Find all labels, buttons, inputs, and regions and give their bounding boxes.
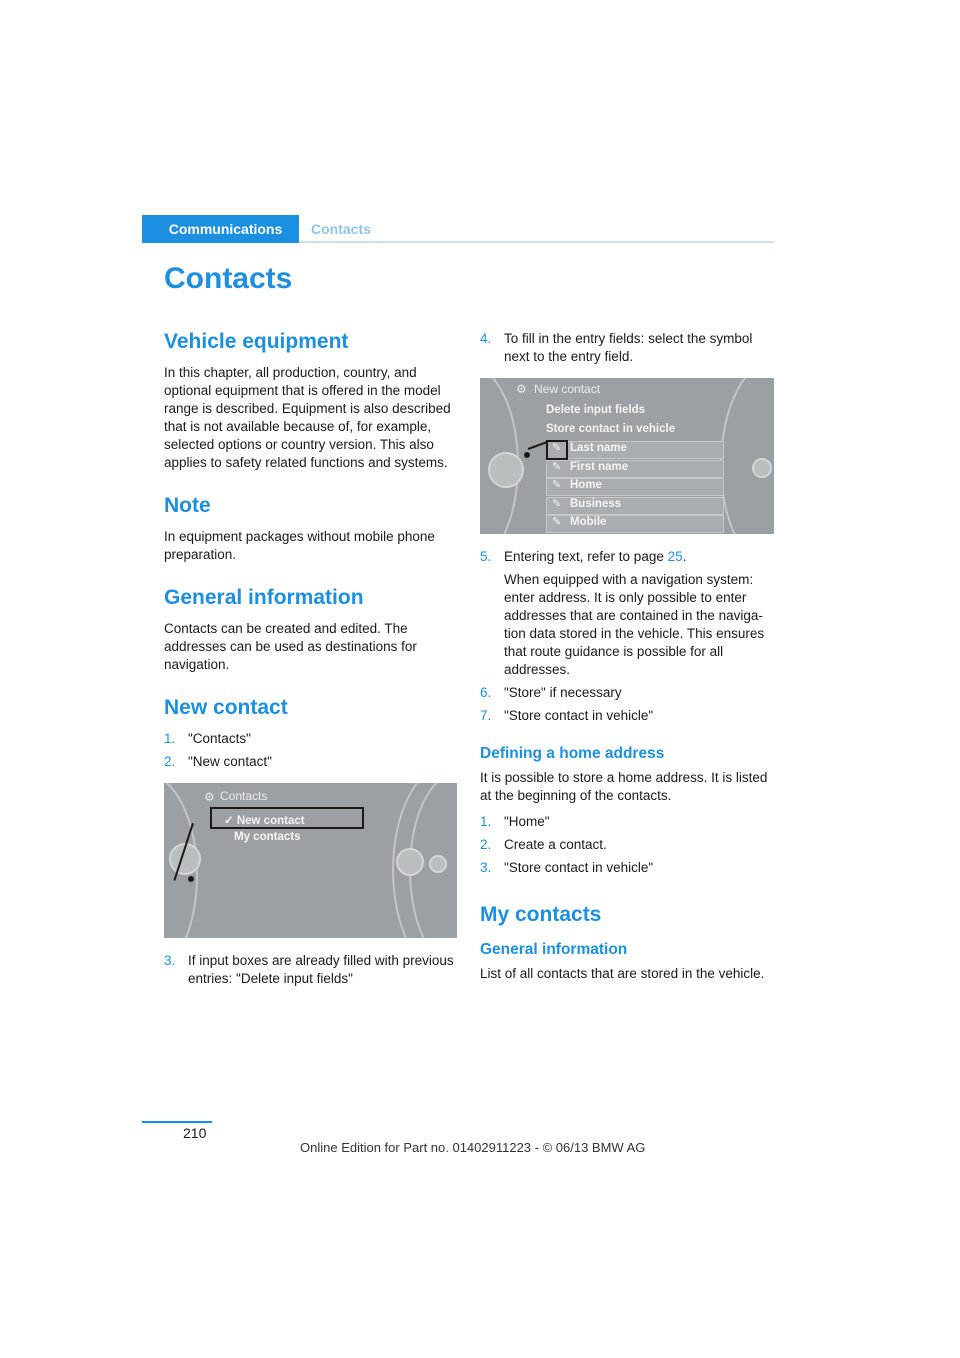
- step-text: "New contact": [188, 754, 272, 769]
- list-item: [164, 730, 460, 748]
- controller-knob-icon: [429, 855, 447, 873]
- vehicle-equipment-heading: Vehicle equipment: [164, 330, 349, 353]
- step-subtext: When equipped with a navigation system: enter address. It is only possible to enter addresses that are contained in the naviga-tion data stored in the vehicle. This ensures that route guidance is possible for all addresses.: [504, 572, 765, 677]
- edit-icon: ✎: [552, 479, 562, 491]
- step-text: "Contacts": [188, 731, 251, 746]
- step-text: "Store" if necessary: [504, 685, 622, 700]
- my-contacts-section: [480, 903, 776, 983]
- step-number: 7.: [480, 708, 492, 723]
- left-column: [164, 330, 460, 993]
- step-number: 1.: [480, 814, 492, 829]
- note-body: In equipment packages without mobile phone preparation.: [164, 529, 435, 562]
- list-item: [480, 813, 776, 831]
- highlight-box: [546, 440, 568, 460]
- page-number: 210: [183, 1125, 207, 1141]
- controller-knob-icon: [396, 848, 424, 876]
- step-number: 3.: [164, 953, 176, 968]
- callout-line: [528, 441, 547, 450]
- new-contact-steps: [164, 730, 460, 771]
- general-information-section: [164, 586, 460, 674]
- highlight-box: [210, 807, 364, 829]
- step-number: 5.: [480, 549, 492, 564]
- page-title: Contacts: [164, 262, 293, 295]
- step-text: If input boxes are already filled with previous entries: "Delete input fields": [188, 953, 454, 986]
- general-information-body: Contacts can be created and edited. The addresses can be used as destinations for navigation.: [164, 621, 417, 672]
- step-number: 6.: [480, 685, 492, 700]
- field-label-business: Business: [570, 498, 622, 510]
- controller-knob-icon: [752, 458, 772, 478]
- step-text: To fill in the entry fields: select the symbol next to the entry field.: [504, 331, 753, 364]
- footer-edition-text: Online Edition for Part no. 01402911223 - © 06/13 BMW AG: [300, 1140, 646, 1155]
- step-text: "Store contact in vehicle": [504, 708, 654, 723]
- note-heading: Note: [164, 494, 211, 517]
- step-number: 2.: [480, 837, 492, 852]
- new-contact-screenshot: [480, 378, 774, 534]
- controller-knob-icon: [488, 452, 524, 488]
- menu-icon: ⚙: [204, 790, 215, 804]
- contacts-menu-screenshot: [164, 783, 457, 938]
- edit-icon: ✎: [552, 498, 562, 510]
- callout-dot: [188, 876, 194, 882]
- callout-dot: [524, 452, 530, 458]
- list-item: [480, 836, 776, 854]
- new-contact-steps-right: [480, 330, 776, 366]
- list-item: [480, 707, 776, 725]
- note-section: [164, 494, 460, 564]
- step-text: Entering text, refer to page: [504, 549, 668, 564]
- menu-item-my-contacts: My contacts: [234, 831, 301, 843]
- menu-icon: ⚙: [516, 382, 527, 396]
- vehicle-equipment-section: [164, 330, 460, 472]
- my-contacts-subheading: General information: [480, 941, 628, 958]
- screen-menu-title: Contacts: [220, 789, 268, 803]
- my-contacts-heading: My contacts: [480, 903, 602, 926]
- screen-arc-right: [720, 378, 774, 534]
- step-number: 3.: [480, 860, 492, 875]
- list-item: [164, 952, 460, 988]
- my-contacts-body: List of all contacts that are stored in the vehicle.: [480, 966, 765, 981]
- footer-rule: [142, 1121, 212, 1123]
- general-information-heading: General information: [164, 586, 364, 609]
- menu-item-store-contact: Store contact in vehicle: [546, 423, 676, 435]
- list-item: [480, 684, 776, 702]
- home-address-body: It is possible to store a home address. It is listed at the beginning of the contacts.: [480, 770, 768, 803]
- page-reference-link[interactable]: 25: [667, 549, 683, 564]
- step-text: Create a contact.: [504, 837, 607, 852]
- field-label-home: Home: [570, 479, 602, 491]
- field-label-mobile: Mobile: [570, 516, 607, 528]
- new-contact-section: [164, 696, 460, 988]
- step-text-end: .: [682, 549, 687, 564]
- vehicle-equipment-body: In this chapter, all production, country, and optional equipment that is offered in the model range is described. Equipment is also described that is not available because of, for example, selected options or country version. This also applies to safety related functions and systems.: [164, 365, 451, 470]
- right-column: [480, 330, 776, 983]
- home-address-heading: Defining a home address: [480, 745, 665, 762]
- new-contact-heading: New contact: [164, 696, 288, 719]
- menu-item-delete-input-fields: Delete input fields: [546, 404, 646, 416]
- edit-icon: ✎: [552, 516, 562, 528]
- step-number: 1.: [164, 731, 176, 746]
- list-item: [480, 330, 776, 366]
- field-label-first-name: First name: [570, 461, 629, 473]
- list-item: [480, 859, 776, 877]
- new-contact-steps-right-continued: [480, 548, 776, 725]
- step-text: "Home": [504, 814, 550, 829]
- home-address-section: [480, 745, 776, 877]
- section-tab: Communications: [142, 215, 299, 243]
- subsection-tab: Contacts: [311, 221, 371, 237]
- step-number: 2.: [164, 754, 176, 769]
- field-label-last-name: Last name: [570, 442, 627, 454]
- list-item: [164, 753, 460, 771]
- list-item: [480, 548, 776, 679]
- edit-icon: ✎: [552, 442, 562, 454]
- home-address-steps: [480, 813, 776, 877]
- menu-item-new-contact: ✓ New contact: [224, 815, 305, 827]
- step-text: "Store contact in vehicle": [504, 860, 654, 875]
- step-number: 4.: [480, 331, 492, 346]
- screen-menu-title: New contact: [534, 382, 601, 396]
- edit-icon: ✎: [552, 461, 562, 473]
- new-contact-steps-continued: [164, 952, 460, 988]
